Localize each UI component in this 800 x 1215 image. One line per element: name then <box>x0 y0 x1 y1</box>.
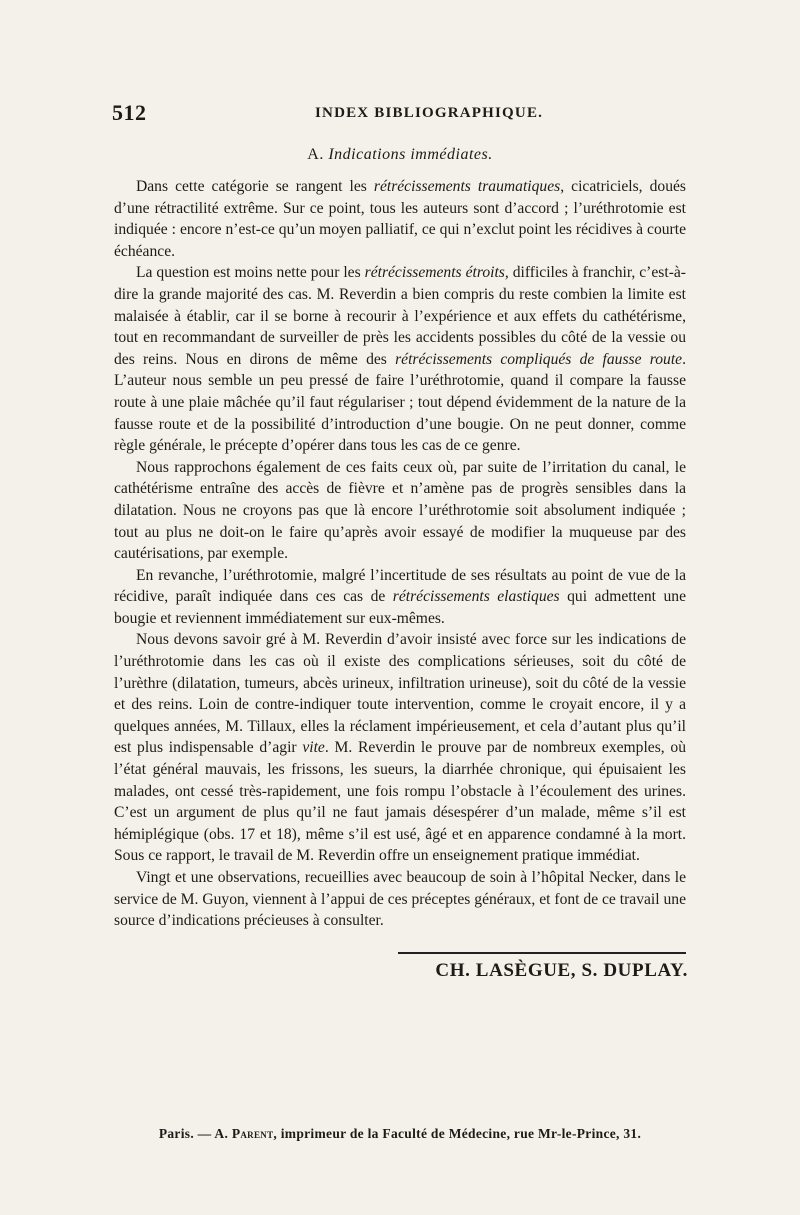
text-run: En revanche, l’uréthrotomie, malgré l’incertitude de ses résultats au point de vue de la récidive, paraît indiquée dans ces cas de <box>114 566 686 606</box>
imprint-printer-name: Parent <box>231 1126 274 1141</box>
printer-imprint <box>0 1126 800 1142</box>
text-run: qui admettent une bougie et reviennent immédiatement sur eux-mêmes. <box>114 588 686 627</box>
paragraph <box>114 867 686 932</box>
italic-phrase: rétrécissements compliqués de fausse route <box>395 350 683 368</box>
paragraph <box>114 262 686 456</box>
text-run: . L’auteur nous semble un peu pressé de faire l’uréthrotomie, quand il compare la fausse route à une plaie mâchée qu’il faut régulariser ; tout dépend évidemment de la nature de la fausse route et de la possibilité d’introduction d’une bougie. On ne peut donner, comme règle générale, le précepte d’opérer dans tous les cas de ce genre. <box>114 350 686 455</box>
section-label: Indications immédiates. <box>328 146 493 163</box>
imprint-rest: , imprimeur de la Faculté de Médecine, rue Mr-le-Prince, 31. <box>273 1126 642 1141</box>
text-run: Nous devons savoir gré à M. Reverdin d’avoir insisté avec force sur les indications de l’uréthrotomie dans les cas où il existe des complications sérieuses, soit du côté de l’urèthre (dilatation, tumeurs, abcès urineux, infiltration urineuse), soit du côté de la vessie et des reins. Loin de contre-indiquer toute intervention, comme le croyait encore, il y a quelques années, M. Tillaux, elles la réclament impérieusement, et cela d’autant plus qu’il est plus indispensable d’agir <box>114 631 686 757</box>
imprint-printer-initial: A. <box>214 1126 229 1141</box>
running-title: INDEX BIBLIOGRAPHIQUE. <box>315 105 544 121</box>
section-heading <box>0 146 800 164</box>
imprint-prefix: Paris. — <box>158 1126 215 1141</box>
italic-phrase: vite <box>302 739 325 757</box>
text-run: , difficiles à franchir, c’est-à-dire la grande majorité des cas. M. Reverdin a bien compris du reste combien la limite est malaisée à établir, car il se borne à recourir à l’expérience et aux effets du cathétérisme, tout en recommandant de surveiller de près les accidents possibles du côté de la vessie ou des reins. Nous en dirons de même des <box>114 264 686 368</box>
italic-phrase: rétrécissements étroits <box>364 264 505 282</box>
text-run: Dans cette catégorie se rangent les <box>136 178 374 195</box>
text-run: . M. Reverdin le prouve par de nombreux exemples, où l’état général mauvais, les frissons, les sueurs, la diarrhée chronique, qui épuisaient les malades, ont cessé très-rapidement, une fois rompu l’obstacle à l’écoulement des urines. C’est un argument de plus qu’il ne faut jamais désespérer d’un malade, même s’il est hémiplégique (obs. 17 et 18), même s’il est usé, âgé et en apparence condamné à la mort. Sous ce rapport, le travail de M. Reverdin offre un enseignement pratique immédiat. <box>114 739 687 865</box>
text-run: La question est moins nette pour les <box>136 264 365 282</box>
paragraph <box>114 629 686 867</box>
italic-phrase: rétrécissements traumatiques <box>373 178 561 195</box>
paragraph <box>114 457 686 565</box>
paragraph <box>114 176 686 262</box>
italic-phrase: rétrécissements elastiques <box>392 588 560 606</box>
page-number: 512 <box>112 100 147 125</box>
page-header <box>112 100 692 130</box>
text-run: , cicatriciels, doués d’une rétractilité extrême. Sur ce point, tous les auteurs sont d’accord ; l’uréthrotomie est indiquée : encore n’est-ce qu’un moyen palliatif, ce qui n’exclut point les récidives à courte échéance. <box>114 178 686 260</box>
signature: CH. LASÈGUE, S. DUPLAY. <box>435 960 688 981</box>
section-letter: A. <box>307 146 324 163</box>
signature-rule <box>398 952 686 954</box>
text-run: Nous rapprochons également de ces faits ceux où, par suite de l’irritation du canal, le cathétérisme entraîne des accès de fièvre et n’amène pas de progrès sensibles dans la dilatation. Nous ne croyons pas que là encore l’uréthrotomie soit absolument indiquée ; tout au plus ne doit-on le faire qu’après avoir essayé de modifier la muqueuse par des cautérisations, par exemple. <box>114 458 686 563</box>
body-text <box>114 176 686 932</box>
text-run: Vingt et une observations, recueillies avec beaucoup de soin à l’hôpital Necker, dans le service de M. Guyon, viennent à l’appui de ces préceptes généraux, et font de ce travail une source d’indications précieuses à consulter. <box>114 869 686 930</box>
paragraph <box>114 565 686 630</box>
